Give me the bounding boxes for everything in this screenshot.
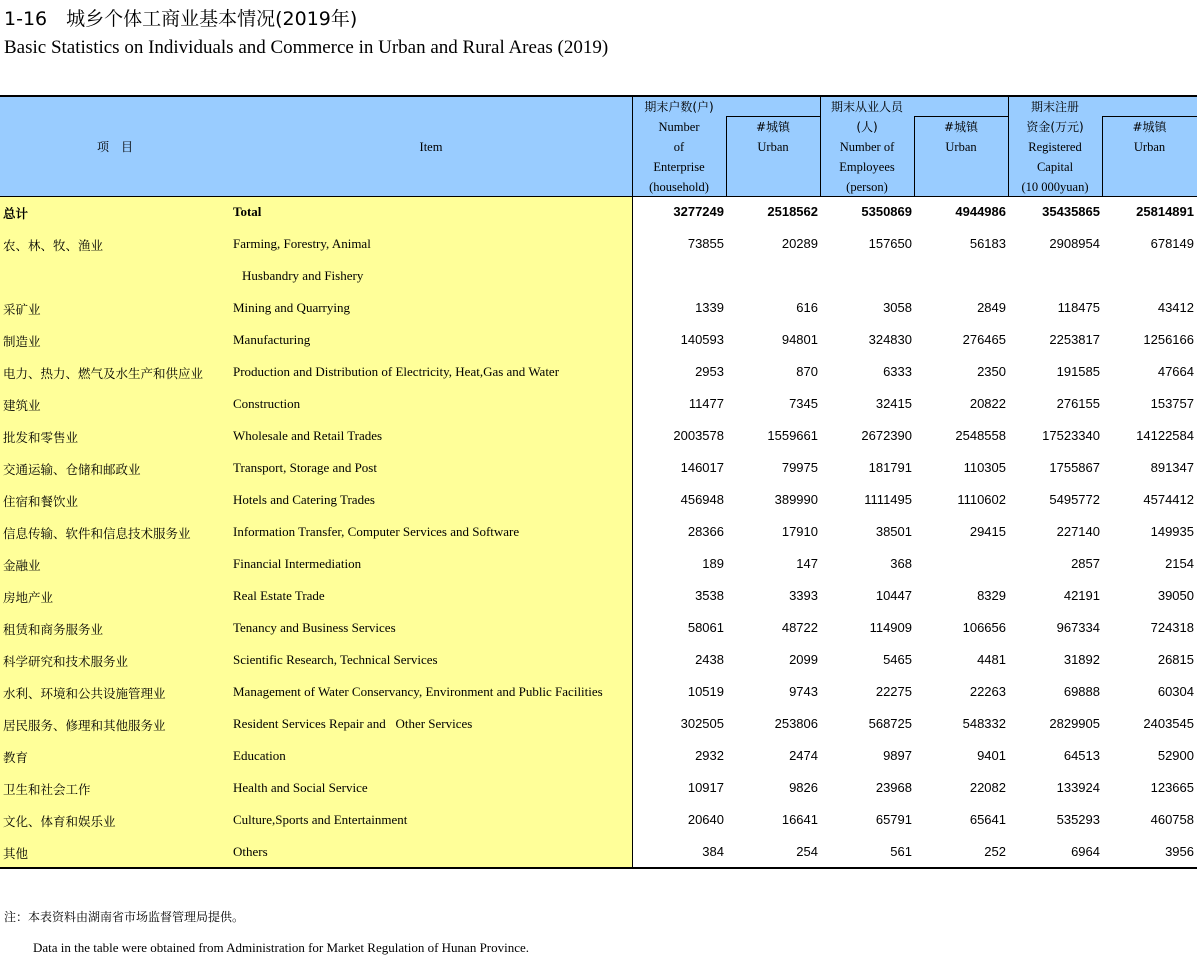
cell-capital: 191585 (1056, 364, 1100, 379)
header-employees-zh: 期末从业人员 (830, 100, 903, 114)
table-row (0, 805, 1197, 837)
cell-employees-urban: 4944986 (955, 204, 1006, 219)
cell-employees-urban: 8329 (977, 588, 1006, 603)
row-label-en: Health and Social Service (233, 780, 368, 795)
cell-employees: 6333 (883, 364, 912, 379)
table-row (0, 677, 1197, 709)
row-label-zh: 采矿业 (3, 302, 41, 317)
cell-capital-urban: 123665 (1150, 780, 1194, 795)
cell-employees-urban: 2350 (977, 364, 1006, 379)
cell-capital: 69888 (1063, 684, 1100, 699)
cell-capital: 2253817 (1049, 332, 1100, 347)
cell-capital: 133924 (1056, 780, 1100, 795)
cell-households-urban: 2099 (789, 652, 818, 667)
row-label-zh: 房地产业 (3, 590, 54, 605)
cell-capital-urban: 2154 (1165, 556, 1194, 571)
table-row (0, 261, 1197, 293)
cell-capital-urban: 3956 (1165, 844, 1194, 859)
cell-capital-urban: 2403545 (1143, 716, 1194, 731)
cell-capital-urban: 52900 (1157, 748, 1194, 763)
cell-employees: 5465 (883, 652, 912, 667)
table-row (0, 741, 1197, 773)
cell-employees: 1111495 (864, 492, 912, 507)
header-households-en: Number of Enterprise (household) (649, 120, 709, 194)
cell-capital: 276155 (1056, 396, 1100, 411)
cell-households: 10519 (687, 684, 724, 699)
header-employees-urban: #城镇 Urban (943, 120, 979, 154)
row-label-en: Scientific Research, Technical Services (233, 652, 438, 667)
cell-employees-urban: 22082 (969, 780, 1006, 795)
row-label-zh: 租赁和商务服务业 (3, 622, 104, 637)
table-row (0, 549, 1197, 581)
row-label-en: Information Transfer, Computer Services and Software (233, 524, 520, 539)
table-bottom-rule (0, 867, 1197, 869)
cell-employees-urban: 1110602 (957, 492, 1006, 507)
row-label-en: Management of Water Conservancy, Environment and Public Facilities (233, 684, 603, 699)
table-row-total (0, 197, 1197, 229)
row-label-en: Real Estate Trade (233, 588, 325, 603)
cell-employees: 3058 (883, 300, 912, 315)
cell-capital-urban: 60304 (1157, 684, 1194, 699)
cell-households: 10917 (687, 780, 724, 795)
row-label-en: Education (233, 748, 286, 763)
note-zh: 注：本表资料由湖南省市场监督管理局提供。 (4, 910, 245, 924)
cell-households-urban: 20289 (781, 236, 818, 251)
cell-employees-urban: 20822 (969, 396, 1006, 411)
cell-employees: 22275 (875, 684, 912, 699)
row-label-zh: 金融业 (3, 558, 41, 573)
cell-capital: 2829905 (1049, 716, 1100, 731)
cell-employees: 368 (890, 556, 912, 571)
cell-households-urban: 16641 (781, 812, 818, 827)
row-label-en: Wholesale and Retail Trades (233, 428, 383, 443)
row-label-en: Construction (233, 396, 301, 411)
row-label-zh: 建筑业 (3, 398, 41, 413)
row-label-zh: 科学研究和技术服务业 (3, 654, 129, 669)
cell-households-urban: 2518562 (767, 204, 818, 219)
cell-households-urban: 870 (796, 364, 818, 379)
row-label-zh: 住宿和餐饮业 (3, 494, 79, 509)
header-capital-zh: 期末注册 (1030, 100, 1079, 114)
row-label-zh: 居民服务、修理和其他服务业 (3, 718, 166, 733)
cell-households-urban: 3393 (789, 588, 818, 603)
cell-households: 3538 (695, 588, 724, 603)
cell-employees-urban: 276465 (962, 332, 1006, 347)
cell-employees: 157650 (868, 236, 912, 251)
cell-employees: 324830 (868, 332, 912, 347)
cell-capital: 5495772 (1049, 492, 1100, 507)
cell-employees: 10447 (875, 588, 912, 603)
cell-employees: 561 (890, 844, 912, 859)
cell-capital: 35435865 (1042, 204, 1100, 219)
cell-households: 2932 (695, 748, 724, 763)
cell-employees-urban: 110305 (963, 460, 1006, 475)
row-label-zh: 批发和零售业 (3, 430, 79, 445)
cell-capital: 2908954 (1049, 236, 1100, 251)
row-label-zh: 电力、热力、燃气及水生产和供应业 (3, 366, 204, 381)
cell-households: 2003578 (673, 428, 724, 443)
cell-employees-urban: 9401 (977, 748, 1006, 763)
cell-households: 20640 (687, 812, 724, 827)
cell-capital-urban: 153757 (1150, 396, 1194, 411)
table-row (0, 421, 1197, 453)
table-row (0, 709, 1197, 741)
cell-households-urban: 253806 (774, 716, 818, 731)
table-row (0, 773, 1197, 805)
row-label-en: Transport, Storage and Post (233, 460, 377, 475)
cell-households: 3277249 (673, 204, 724, 219)
row-label-en: Husbandry and Fishery (242, 268, 364, 283)
cell-employees: 181791 (868, 460, 912, 475)
cell-capital-urban: 4574412 (1143, 492, 1194, 507)
cell-households-urban: 1559661 (767, 428, 818, 443)
cell-capital: 6964 (1071, 844, 1100, 859)
row-label-en: Others (233, 844, 268, 859)
cell-households: 2438 (695, 652, 724, 667)
row-label-zh: 文化、体育和娱乐业 (3, 814, 116, 829)
row-label-zh: 卫生和社会工作 (3, 782, 91, 797)
cell-employees: 2672390 (861, 428, 912, 443)
cell-households-urban: 9743 (789, 684, 818, 699)
cell-employees: 5350869 (861, 204, 912, 219)
row-label-en: Hotels and Catering Trades (233, 492, 375, 507)
cell-employees-urban: 2548558 (955, 428, 1006, 443)
table-row (0, 485, 1197, 517)
cell-households: 28366 (687, 524, 724, 539)
table-row (0, 325, 1197, 357)
row-label-en: Tenancy and Business Services (233, 620, 396, 635)
table-row (0, 837, 1197, 869)
cell-households: 11477 (688, 396, 724, 411)
cell-capital: 118475 (1057, 300, 1100, 315)
cell-households: 384 (702, 844, 724, 859)
table-row (0, 453, 1197, 485)
header-item-en: Item (419, 140, 443, 154)
cell-households-urban: 9826 (789, 780, 818, 795)
row-label-en: Total (233, 204, 262, 219)
cell-capital-urban: 26815 (1157, 652, 1194, 667)
row-label-zh: 信息传输、软件和信息技术服务业 (3, 526, 191, 541)
header-households-zh: 期末户数(户) (644, 100, 714, 114)
cell-households: 146017 (680, 460, 724, 475)
row-label-en: Farming, Forestry, Animal (233, 236, 371, 251)
row-label-en: Resident Services Repair and Other Services (233, 716, 473, 731)
cell-employees-urban: 29415 (969, 524, 1006, 539)
cell-households-urban: 7345 (789, 396, 818, 411)
cell-capital: 535293 (1056, 812, 1100, 827)
cell-households: 456948 (680, 492, 724, 507)
header-capital-urban: #城镇 Urban (1132, 120, 1167, 154)
cell-capital-urban: 724318 (1150, 620, 1194, 635)
table-row (0, 357, 1197, 389)
cell-capital-urban: 43412 (1157, 300, 1194, 315)
cell-employees-urban: 548332 (962, 716, 1006, 731)
cell-households-urban: 48722 (781, 620, 818, 635)
row-label-en: Culture,Sports and Entertainment (233, 812, 408, 827)
table-row (0, 389, 1197, 421)
cell-employees-urban: 106656 (962, 620, 1006, 635)
row-label-zh: 总计 (3, 206, 29, 221)
cell-capital: 1755867 (1049, 460, 1100, 475)
table-row (0, 581, 1197, 613)
note-en: Data in the table were obtained from Administration for Market Regulation of Hunan Province. (33, 940, 530, 955)
row-label-zh: 制造业 (3, 334, 41, 349)
cell-capital-urban: 149935 (1150, 524, 1194, 539)
row-label-en: Production and Distribution of Electricity, Heat,Gas and Water (233, 364, 560, 379)
cell-households: 189 (702, 556, 724, 571)
row-label-zh: 水利、环境和公共设施管理业 (3, 686, 166, 701)
page-title-zh: 1-16 城乡个体工商业基本情况(2019年) (4, 8, 358, 30)
cell-capital-urban: 1256166 (1143, 332, 1194, 347)
cell-households: 302505 (680, 716, 724, 731)
row-label-en: Manufacturing (233, 332, 311, 347)
cell-households: 140593 (680, 332, 724, 347)
cell-capital-urban: 14122584 (1136, 428, 1194, 443)
cell-employees: 9897 (883, 748, 912, 763)
header-item-zh: 项 目 (96, 140, 133, 154)
table-row (0, 229, 1197, 261)
cell-employees-urban: 65641 (969, 812, 1006, 827)
cell-capital-urban: 460758 (1150, 812, 1194, 827)
cell-households: 73855 (687, 236, 724, 251)
header-capital-en: 资金(万元) Registered Capital (10 000yuan) (1021, 120, 1089, 194)
cell-capital: 42191 (1063, 588, 1100, 603)
header-employees-en: (人) Number of Employees (person) (839, 120, 895, 194)
cell-employees-urban: 56183 (969, 236, 1006, 251)
cell-employees-urban: 252 (984, 844, 1006, 859)
cell-capital: 2857 (1071, 556, 1100, 571)
cell-employees: 23968 (875, 780, 912, 795)
cell-employees: 32415 (875, 396, 912, 411)
cell-capital-urban: 891347 (1150, 460, 1194, 475)
cell-households-urban: 389990 (774, 492, 818, 507)
cell-households: 1339 (695, 300, 724, 315)
table-row (0, 645, 1197, 677)
cell-capital-urban: 39050 (1157, 588, 1194, 603)
row-label-zh: 其他 (3, 846, 29, 861)
cell-capital-urban: 25814891 (1136, 204, 1194, 219)
cell-households-urban: 17910 (781, 524, 818, 539)
cell-households-urban: 254 (796, 844, 818, 859)
page-title-en: Basic Statistics on Individuals and Commerce in Urban and Rural Areas (2019) (4, 37, 609, 58)
cell-capital: 31892 (1063, 652, 1100, 667)
row-label-en: Mining and Quarrying (233, 300, 350, 315)
row-label-zh: 教育 (3, 750, 29, 765)
cell-capital: 227140 (1056, 524, 1100, 539)
cell-households-urban: 147 (796, 556, 818, 571)
cell-employees-urban: 2849 (977, 300, 1006, 315)
cell-households-urban: 94801 (781, 332, 818, 347)
cell-capital-urban: 47664 (1157, 364, 1194, 379)
cell-employees: 38501 (875, 524, 912, 539)
row-label-en: Financial Intermediation (233, 556, 362, 571)
cell-capital: 17523340 (1042, 428, 1100, 443)
header-households-urban: #城镇 Urban (755, 120, 791, 154)
cell-households-urban: 2474 (789, 748, 818, 763)
cell-households-urban: 616 (796, 300, 818, 315)
cell-employees: 65791 (875, 812, 912, 827)
cell-capital: 64513 (1063, 748, 1100, 763)
cell-households: 2953 (695, 364, 724, 379)
cell-employees: 568725 (868, 716, 912, 731)
cell-households-urban: 79975 (781, 460, 818, 475)
cell-employees: 114909 (869, 620, 912, 635)
table-row (0, 613, 1197, 645)
cell-employees-urban: 22263 (969, 684, 1006, 699)
cell-households: 58061 (687, 620, 724, 635)
table-row (0, 293, 1197, 325)
cell-employees-urban: 4481 (977, 652, 1006, 667)
table-row (0, 517, 1197, 549)
cell-capital-urban: 678149 (1150, 236, 1194, 251)
row-label-zh: 农、林、牧、渔业 (3, 238, 104, 253)
cell-capital: 967334 (1056, 620, 1100, 635)
row-label-zh: 交通运输、仓储和邮政业 (3, 462, 141, 477)
